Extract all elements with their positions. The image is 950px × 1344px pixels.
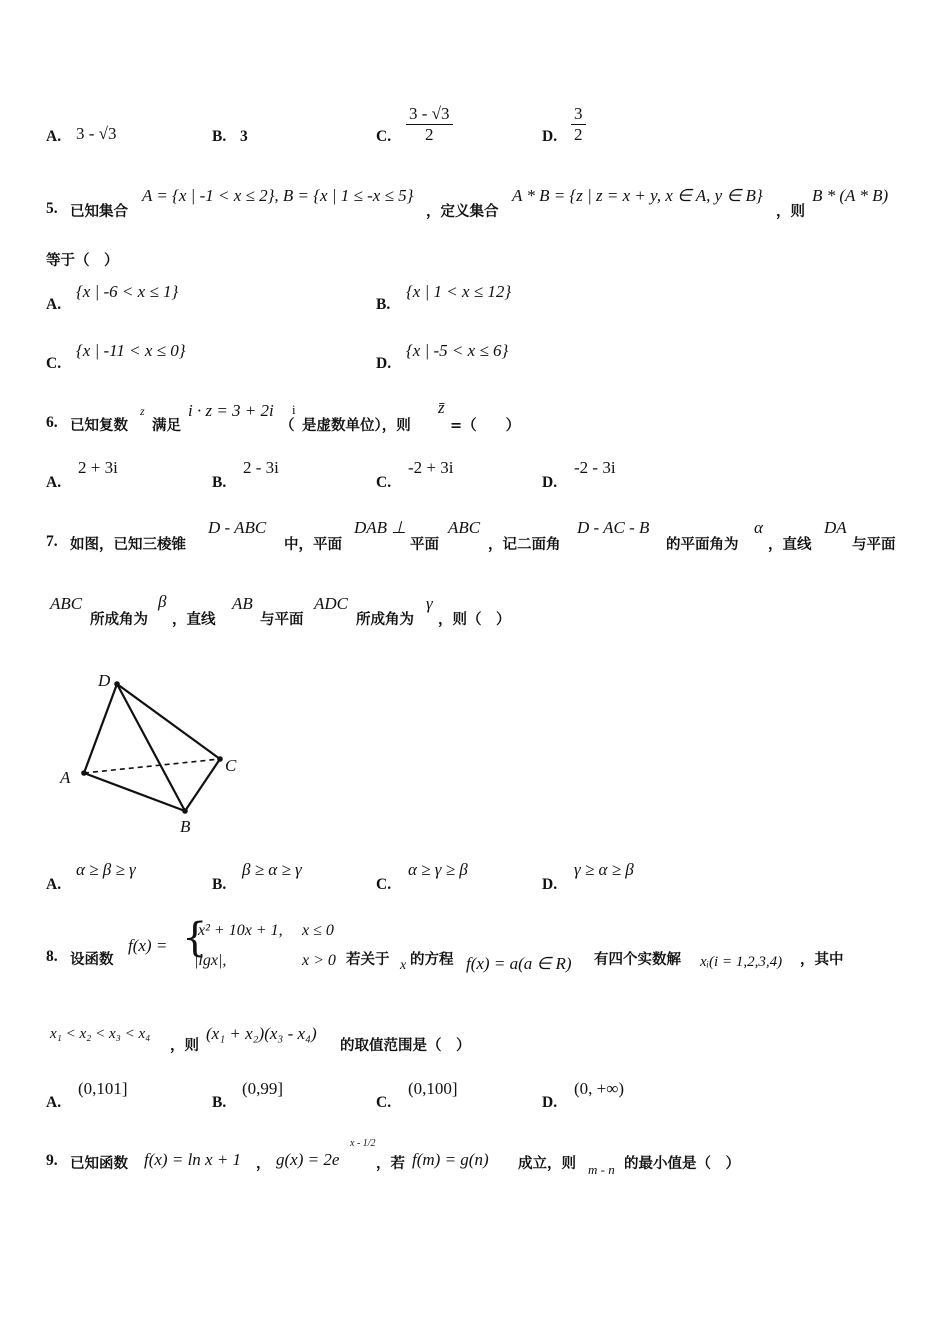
q7-math-5: α [754,518,763,537]
q7-text-3: 平面 [410,537,439,553]
q5-option-d-label: D. [376,355,392,372]
q5-text-4: 等于（ ） [46,253,119,269]
q5-math-3: B * (A * B) [812,186,889,205]
q6-option-d-label: D. [542,474,558,491]
q4-option-d-numerator: 3 [571,104,586,125]
q5-math-2: A * B = {z | z = x + y, x ∈ A, y ∈ B} [512,186,763,205]
q8-case-1: x² + 10x + 1, [198,922,283,939]
q7-math-9: AB [232,594,253,613]
q8-text-4: 有四个实数解 [594,952,681,968]
q5-option-d-text: {x | -5 < x ≤ 6} [406,341,509,360]
edge-da [84,684,117,773]
q8-option-d-text: (0, +∞) [574,1079,625,1098]
q8-number: 8. [46,948,58,965]
q5-option-a-label: A. [46,296,62,313]
q8-option-c-text: (0,100] [408,1079,458,1098]
q9-text-5: 的最小值是（ ） [624,1156,740,1172]
q8-text-7: 的取值范围是（ ） [340,1038,471,1054]
q7-math-4: D - AC - B [577,518,650,537]
q6-text-3: （ [280,418,295,434]
q6-option-b-text: 2 - 3i [243,458,279,477]
q9-number: 9. [46,1152,58,1169]
q7-math-11: γ [426,594,433,613]
q9-text-3: ，若 [376,1156,405,1172]
q8-cond-1: x ≤ 0 [302,922,334,939]
q7-option-c-text: α ≥ γ ≥ β [408,860,468,879]
q4-option-b-text: 3 [240,128,248,145]
q8-option-b-text: (0,99] [242,1079,284,1098]
q8-option-a-text: (0,101] [78,1079,128,1098]
q8-math-2: x [400,958,407,973]
label-b: B [180,817,191,836]
q8-cond-2: x > 0 [302,952,336,969]
q7-option-a-text: α ≥ β ≥ γ [76,860,136,879]
q6-option-c-label: C. [376,474,392,491]
q6-math-4: z̄ [438,398,445,417]
q5-text-3: ，则 [776,204,805,220]
q8-option-a-label: A. [46,1094,62,1111]
q7-text-7: 与平面 [852,537,896,553]
q9-text-4: 成立，则 [518,1156,576,1172]
q8-text-2: 若关于 [346,952,390,968]
q8-fx: f(x) = [128,936,168,955]
q4-option-d-fraction [571,104,586,145]
q6-text-2: 满足 [152,418,181,434]
q9-text-2: ， [256,1156,271,1172]
q7-math-10: ADC [314,594,348,613]
q8-math-4: xᵢ(i = 1,2,3,4) [700,954,783,970]
q5-option-b-label: B. [376,296,391,313]
q4-option-c-numerator: 3 - √3 [406,104,453,125]
vertex-a [81,770,87,776]
q5-option-b-text: {x | 1 < x ≤ 12} [406,282,512,301]
q8-text-6: ，则 [170,1038,199,1054]
q8-case-2: |lgx|, [194,952,227,969]
q8-text-1: 设函数 [70,952,114,968]
q4-option-c-denominator: 2 [425,125,434,144]
q7-option-a-label: A. [46,876,62,893]
label-c: C [225,756,237,775]
q7-math-7: ABC [50,594,83,613]
q6-option-d-text: -2 - 3i [574,458,616,477]
label-a: A [60,768,71,787]
q7-text-2: 中，平面 [284,537,342,553]
q8-option-d-label: D. [542,1094,558,1111]
q4-option-d-label: D. [542,128,558,145]
q7-option-b-text: β ≥ α ≥ γ [242,860,302,879]
q8-math-3: f(x) = a(a ∈ R) [466,954,572,973]
q6-math-2: i · z = 3 + 2i [188,401,274,420]
q6-math-3: i [292,402,296,417]
q9-math-4: m - n [588,1162,615,1177]
edge-dc [117,684,220,759]
q9-math-1: f(x) = ln x + 1 [144,1150,242,1169]
q6-math-1: z [140,404,145,418]
q5-option-c-label: C. [46,355,62,372]
q7-text-1: 如图，已知三棱锥 [70,537,186,553]
q7-option-d-text: γ ≥ α ≥ β [574,860,634,879]
q8-text-5: ，其中 [800,952,844,968]
vertex-d [114,681,120,687]
q7-math-1: D - ABC [208,518,267,537]
vertex-b [182,808,188,814]
q4-option-b-label: B. [212,128,227,145]
q8-option-b-label: B. [212,1094,227,1111]
q9-math-3: f(m) = g(n) [412,1150,489,1169]
q6-text-1: 已知复数 [70,418,128,434]
q7-option-c-label: C. [376,876,392,893]
q7-text-8: 所成角为 [90,612,148,628]
q4-option-a-label: A. [46,128,62,145]
q7-text-10: 与平面 [260,612,304,628]
q6-option-a-label: A. [46,474,62,491]
q4-option-d-denominator: 2 [574,125,583,144]
q7-tetrahedron-figure [50,660,250,840]
q7-text-5: 的平面角为 [666,537,739,553]
label-d: D [98,671,111,690]
q5-text-1: 已知集合 [70,204,128,220]
q6-option-b-label: B. [212,474,227,491]
edge-db [117,684,185,811]
q7-option-b-label: B. [212,876,227,893]
q7-math-6: DA [824,518,847,537]
q6-text-4: 是虚数单位），则 [302,418,411,434]
q7-math-2: DAB ⊥ [354,518,407,537]
q6-option-a-text: 2 + 3i [78,458,118,477]
q5-option-c-text: {x | -11 < x ≤ 0} [76,341,186,360]
q4-option-a-text: 3 - √3 [76,124,117,143]
q8-text-3: 的方程 [410,952,454,968]
edge-bc [185,759,220,811]
q9-text-1: 已知函数 [70,1156,128,1172]
q7-text-11: 所成角为 [356,612,414,628]
vertex-c [217,756,223,762]
q7-text-12: ，则（ ） [438,612,511,628]
q8-brace: { [182,915,208,961]
q5-number: 5. [46,200,58,217]
q8-math-6: (x₁ + x₂)(x₃ - x₄) [206,1024,317,1043]
q7-math-8: β [158,592,167,611]
q7-text-9: ，直线 [172,612,216,628]
q9-math-2b: x - 1/2 [350,1138,376,1149]
q6-option-c-text: -2 + 3i [408,458,454,477]
q5-math-1: A = {x | -1 < x ≤ 2}, B = {x | 1 ≤ -x ≤ 5} [142,186,414,205]
q6-text-5: =（ ） [450,418,521,434]
q7-text-4: ，记二面角 [488,537,561,553]
q8-option-c-label: C. [376,1094,392,1111]
edge-ab [84,773,185,811]
q6-number: 6. [46,414,58,431]
q9-math-2a: g(x) = 2e [276,1150,340,1169]
q4-option-c-fraction [406,104,453,145]
q5-option-a-text: {x | -6 < x ≤ 1} [76,282,179,301]
q7-text-6: ，直线 [768,537,812,553]
edge-ac-hidden [84,759,220,773]
q4-option-c-label: C. [376,128,392,145]
q8-math-5: x₁ < x₂ < x₃ < x₄ [50,1026,151,1042]
q5-text-2: ，定义集合 [426,204,499,220]
q7-number: 7. [46,533,58,550]
q7-math-3: ABC [448,518,481,537]
q7-option-d-label: D. [542,876,558,893]
